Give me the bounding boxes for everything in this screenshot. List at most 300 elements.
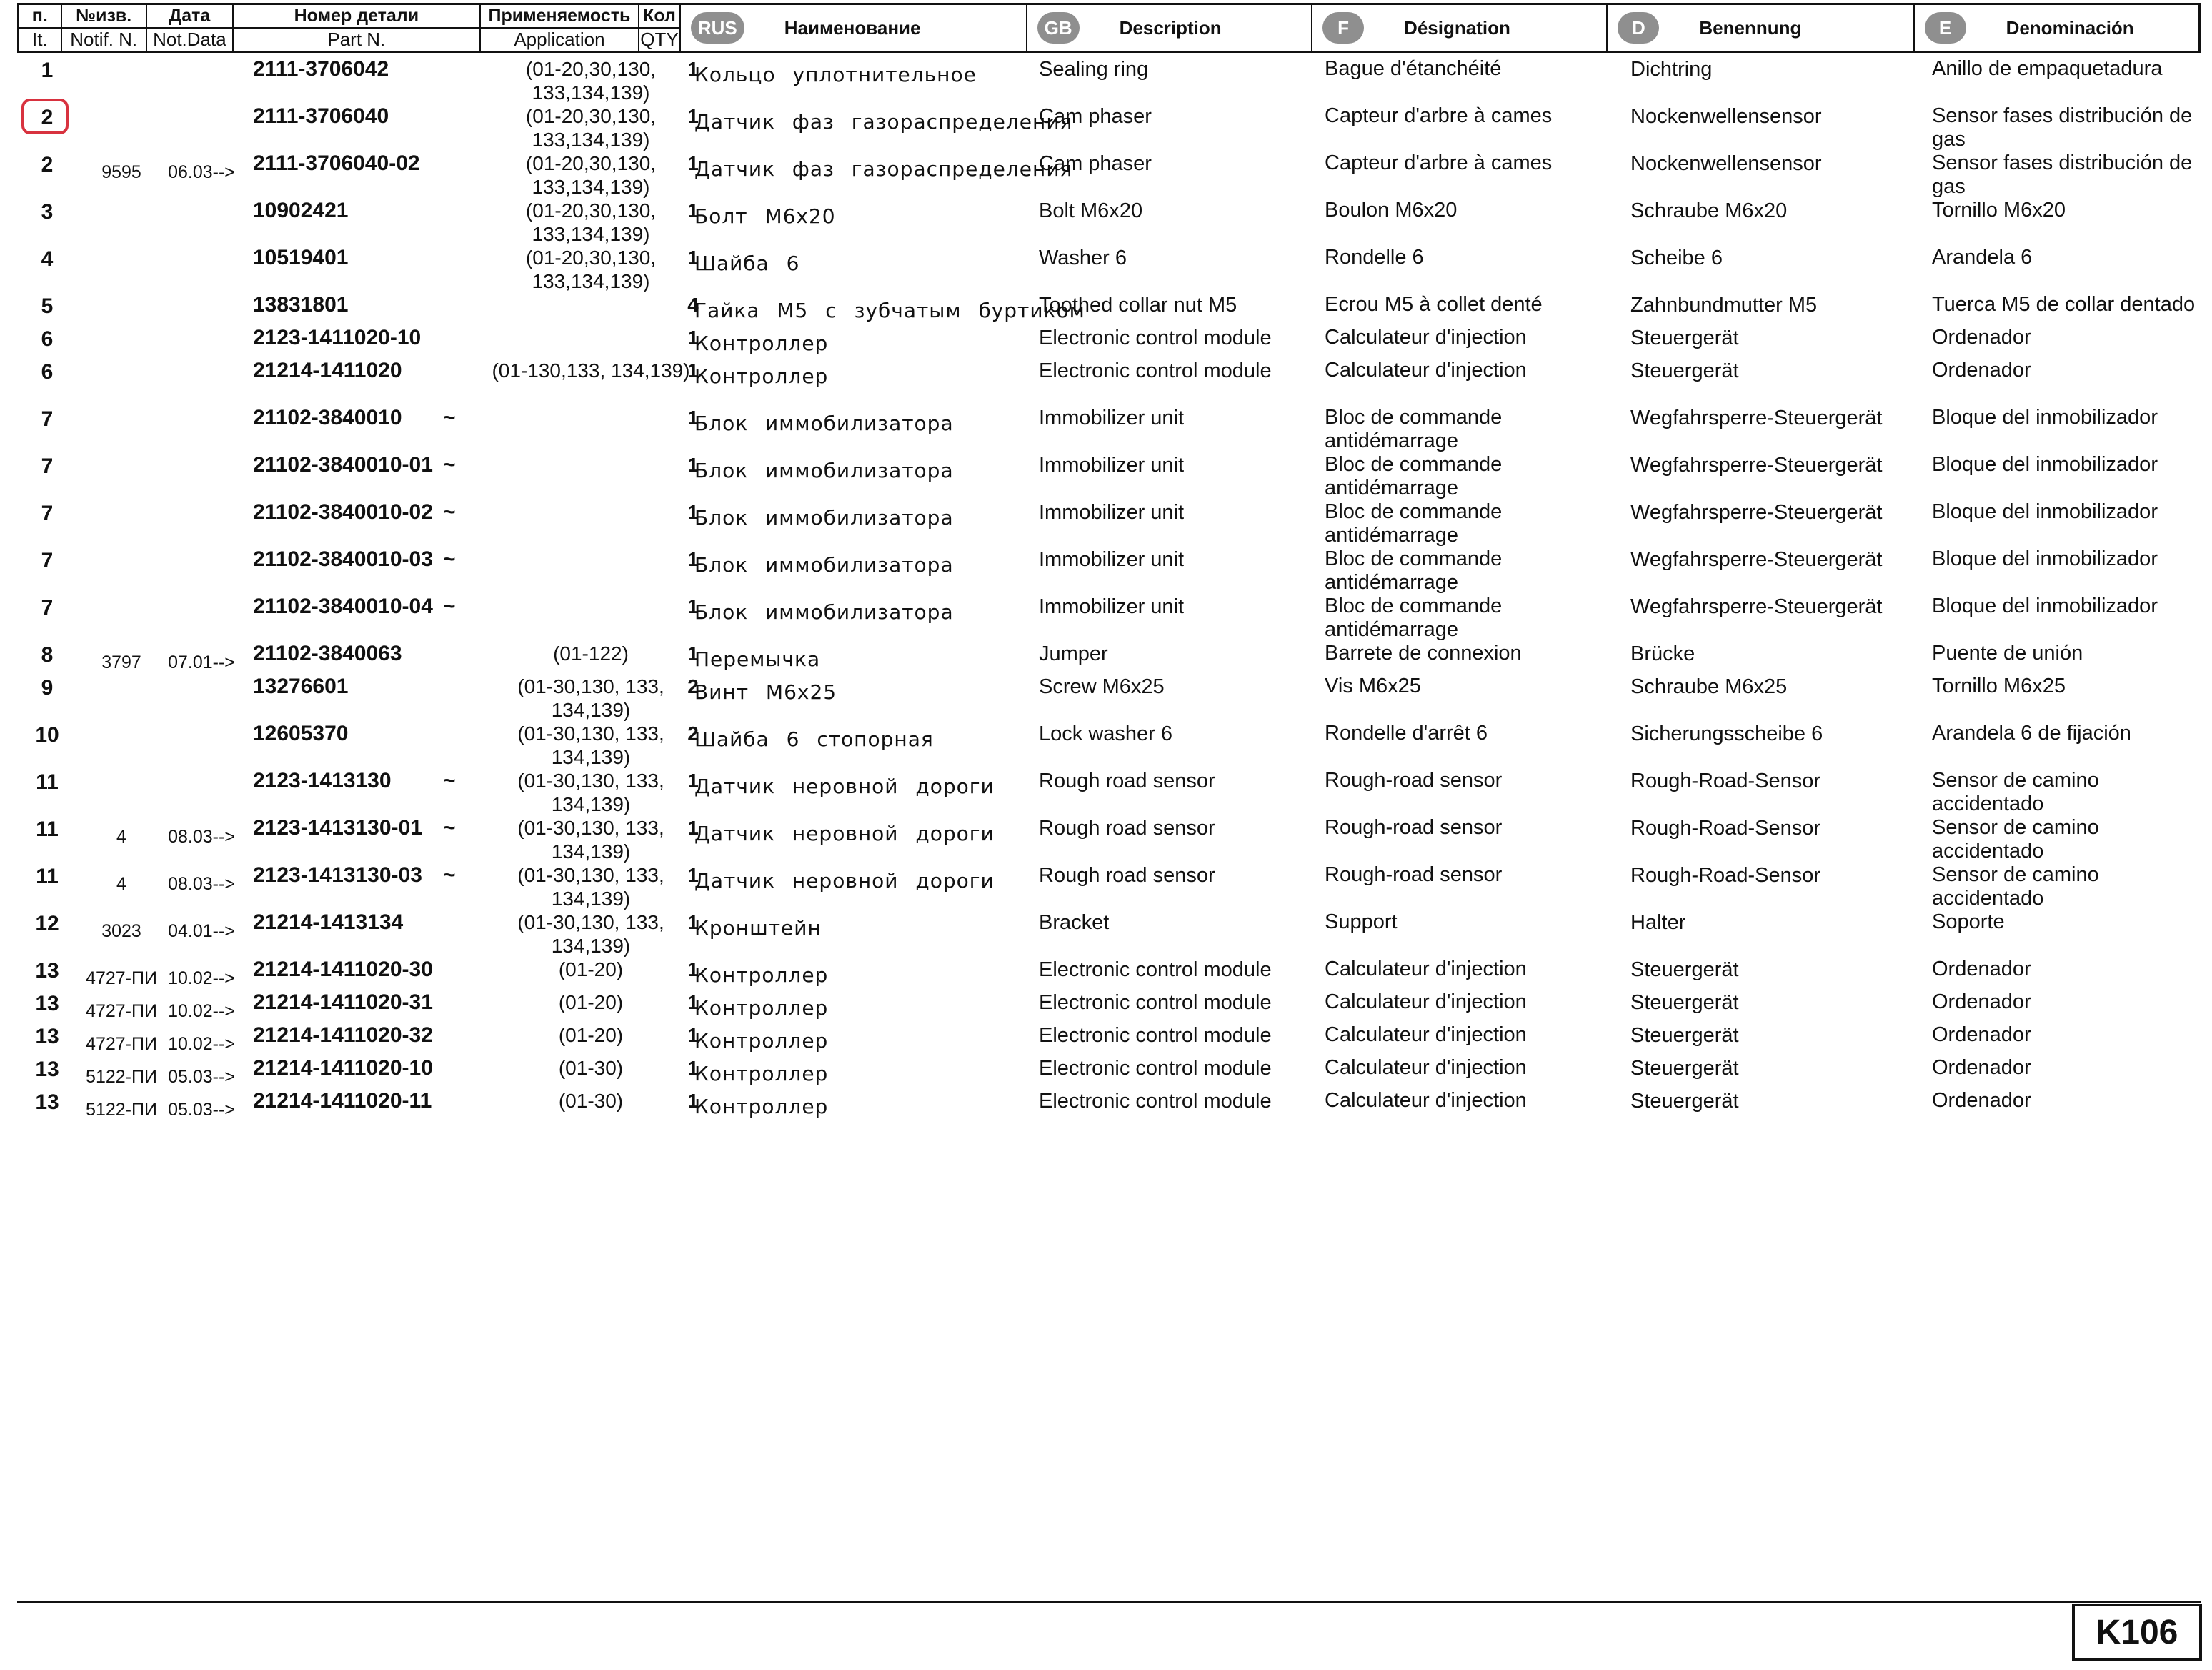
cell-name-d: Steuergerät (1630, 359, 1739, 382)
lang-badge-gb: GB (1037, 12, 1080, 44)
cell-name-rus: Винт М6х25 (694, 680, 837, 704)
cell-part-number: 10902421 (253, 199, 349, 222)
cell-name-e: Sensor fases distribución de gas (1932, 104, 2193, 151)
cell-name-rus: Контроллер (694, 1062, 829, 1085)
cell-name-f: Bloc de commande antidémarrage (1325, 500, 1503, 547)
cell-quantity: 1 (687, 595, 699, 617)
cell-name-d: Steuergerät (1630, 958, 1739, 981)
cell-name-e: Ordenador (1932, 990, 2031, 1013)
cell-name-gb: Rough road sensor (1039, 770, 1215, 792)
cell-name-d: Steuergerät (1630, 1057, 1739, 1080)
header-application-top: Применяемость (481, 5, 639, 29)
cell-notif-date: 10.02--> (168, 1001, 235, 1021)
cell-item-number: 8 (41, 643, 54, 667)
cell-name-e: Tornillo M6x20 (1932, 199, 2066, 222)
cell-part-number: 21214-1411020-10 (253, 1056, 433, 1080)
cell-name-gb: Cam phaser (1039, 105, 1152, 128)
lang-title-rus: Наименование (784, 16, 921, 39)
cell-item-number: 7 (41, 454, 54, 478)
cell-quantity: 1 (687, 1024, 699, 1046)
table-row (17, 990, 2201, 1023)
table-row (17, 863, 2201, 910)
cell-application: (01-30,130, 133, 134,139) (517, 722, 664, 768)
cell-name-e: Puente de unión (1932, 642, 2083, 665)
cell-name-rus: Датчик фаз газораспределения (694, 110, 1073, 134)
cell-item-number: 1 (41, 59, 54, 82)
cell-name-e: Bloque del inmobilizador (1932, 547, 2158, 570)
cell-name-d: Wegfahrsperre-Steuergerät (1630, 501, 1883, 524)
lang-title-e: Denominación (2006, 16, 2134, 39)
cell-quantity: 1 (687, 327, 699, 349)
cell-quantity: 1 (687, 911, 699, 933)
cell-quantity: 1 (687, 105, 699, 127)
cell-quantity: 1 (687, 454, 699, 476)
cell-name-d: Rough-Road-Sensor (1630, 770, 1820, 792)
cell-quantity: 2 (687, 722, 699, 745)
header-item-top: п. (19, 5, 61, 29)
cell-name-d: Halter (1630, 911, 1686, 934)
cell-name-f: Vis M6x25 (1325, 675, 1421, 697)
cell-item-number: 13 (35, 1025, 59, 1048)
cell-part-number: 21214-1411020-11 (253, 1089, 432, 1113)
cell-name-rus: Гайка М5 с зубчатым буртиком (694, 299, 1085, 322)
cell-part-number: 21214-1413134 (253, 910, 404, 934)
cell-item-number: 13 (35, 1090, 59, 1114)
cell-name-rus: Датчик неровной дороги (694, 822, 995, 845)
cell-quantity: 1 (687, 770, 699, 792)
lang-title-gb: Description (1119, 16, 1222, 39)
cell-name-gb: Immobilizer unit (1039, 501, 1185, 524)
cell-name-rus: Блок иммобилизатора (694, 506, 954, 530)
cell-name-rus: Шайба 6 (694, 252, 800, 275)
cell-item-number: 11 (36, 817, 59, 841)
header-qty-bottom: QTY (640, 29, 679, 50)
cell-name-f: Rough-road sensor (1325, 863, 1503, 886)
cell-part-number: 13831801 (253, 293, 349, 317)
lang-badge-e: E (1925, 12, 1966, 44)
cell-name-f: Support (1325, 910, 1398, 933)
cell-notif-number: 4727-ПИ (86, 1001, 157, 1021)
table-row (17, 910, 2201, 958)
cell-part-number: 2123-1413130-03 (253, 863, 422, 887)
table-row (17, 816, 2201, 863)
cell-name-d: Wegfahrsperre-Steuergerät (1630, 548, 1883, 571)
cell-name-d: Schraube M6x25 (1630, 675, 1788, 698)
cell-item-number: 11 (36, 865, 59, 888)
cell-name-gb: Toothed collar nut M5 (1039, 294, 1237, 317)
cell-name-rus: Болт М6х20 (694, 204, 836, 228)
cell-item-number: 5 (41, 294, 54, 318)
table-row (17, 57, 2201, 104)
lang-title-d: Benennung (1699, 16, 1802, 39)
cell-quantity: 1 (687, 359, 699, 382)
header-lang-e (1915, 5, 2198, 51)
cell-name-rus: Кронштейн (694, 916, 822, 940)
table-row (17, 722, 2201, 769)
cell-item-number: 6 (41, 327, 54, 351)
header-part-top: Номер детали (234, 5, 479, 29)
cell-name-rus: Шайба 6 стопорная (694, 727, 934, 751)
footer-divider (17, 1601, 2201, 1603)
cell-application: (01-30) (558, 1090, 624, 1112)
cell-variant-mark: ~ (443, 547, 456, 571)
cell-name-f: Calculateur d'injection (1325, 958, 1527, 980)
header-lang-rus (681, 5, 1027, 51)
cell-name-rus: Датчик фаз газораспределения (694, 157, 1073, 181)
cell-name-f: Bloc de commande antidémarrage (1325, 453, 1503, 499)
cell-variant-mark: ~ (443, 816, 456, 840)
cell-notif-number: 4 (116, 827, 126, 847)
cell-part-number: 21214-1411020-32 (253, 1023, 433, 1047)
cell-name-e: Ordenador (1932, 958, 2031, 980)
cell-notif-date: 10.02--> (168, 1034, 235, 1054)
header-notif-column (62, 5, 147, 51)
cell-name-gb: Rough road sensor (1039, 817, 1215, 840)
cell-variant-mark: ~ (443, 595, 456, 618)
cell-name-gb: Washer 6 (1039, 247, 1127, 269)
lang-badge-d: D (1618, 12, 1659, 44)
cell-name-gb: Lock washer 6 (1039, 722, 1172, 745)
cell-name-f: Rough-road sensor (1325, 769, 1503, 792)
cell-name-e: Arandela 6 (1932, 246, 2033, 269)
cell-name-d: Wegfahrsperre-Steuergerät (1630, 454, 1883, 477)
cell-name-rus: Блок иммобилизатора (694, 459, 954, 482)
cell-name-rus: Кольцо уплотнительное (694, 63, 977, 86)
cell-name-e: Bloque del inmobilizador (1932, 453, 2158, 476)
cell-notif-date: 04.01--> (168, 921, 235, 941)
cell-variant-mark: ~ (443, 500, 456, 524)
cell-application: (01-20,30,130, 133,134,139) (525, 199, 657, 245)
table-row (17, 293, 2201, 326)
table-row (17, 500, 2201, 547)
cell-quantity: 1 (687, 1057, 699, 1079)
cell-name-f: Calculateur d'injection (1325, 990, 1527, 1013)
cell-name-e: Sensor de camino accidentado (1932, 769, 2099, 815)
table-row (17, 958, 2201, 990)
cell-name-e: Sensor fases distribución de gas (1932, 151, 2193, 198)
header-qty-column (639, 5, 681, 51)
cell-item-number: 2 (41, 106, 54, 129)
page-number: K106 (2072, 1604, 2202, 1661)
table-row (17, 642, 2201, 675)
table-row (17, 151, 2201, 199)
table-row (17, 769, 2201, 816)
cell-notif-number: 4727-ПИ (86, 968, 157, 988)
cell-name-e: Tuerca M5 de collar dentado (1932, 293, 2196, 316)
table-row (17, 326, 2201, 359)
cell-name-rus: Датчик неровной дороги (694, 775, 995, 798)
cell-quantity: 2 (687, 675, 699, 697)
cell-notif-date: 05.03--> (168, 1067, 235, 1087)
cell-application: (01-30,130, 133, 134,139) (517, 864, 664, 910)
cell-variant-mark: ~ (443, 453, 456, 477)
cell-application: (01-20,30,130, 133,134,139) (525, 105, 657, 151)
cell-application: (01-20) (558, 958, 624, 980)
cell-part-number: 21102-3840010-02 (253, 500, 433, 524)
cell-part-number: 21214-1411020 (253, 359, 402, 382)
cell-name-d: Brücke (1630, 642, 1695, 665)
table-row (17, 406, 2201, 453)
cell-item-number: 4 (41, 247, 54, 271)
cell-application: (01-30,130, 133, 134,139) (517, 817, 664, 863)
cell-application: (01-20) (558, 991, 624, 1013)
cell-part-number: 2123-1411020-10 (253, 326, 422, 349)
cell-name-f: Capteur d'arbre à cames (1325, 151, 1553, 174)
cell-name-d: Steuergerät (1630, 1090, 1739, 1113)
cell-name-f: Bague d'étanchéité (1325, 57, 1502, 80)
cell-name-f: Bloc de commande antidémarrage (1325, 595, 1503, 641)
cell-name-e: Anillo de empaquetadura (1932, 57, 2163, 80)
cell-quantity: 1 (687, 407, 699, 429)
cell-name-d: Steuergerät (1630, 991, 1739, 1014)
header-notif-bottom: Notif. N. (70, 29, 138, 50)
cell-name-f: Calculateur d'injection (1325, 359, 1527, 382)
cell-part-number: 21102-3840010-01 (253, 453, 433, 477)
cell-name-rus: Контроллер (694, 364, 829, 388)
header-part-bottom: Part N. (327, 29, 386, 50)
header-lang-d (1608, 5, 1914, 51)
cell-name-rus: Перемычка (694, 647, 821, 671)
cell-name-f: Boulon M6x20 (1325, 199, 1458, 222)
cell-name-rus: Блок иммобилизатора (694, 553, 954, 577)
table-row (17, 359, 2201, 406)
header-date-column (147, 5, 234, 51)
cell-name-rus: Контроллер (694, 996, 829, 1020)
cell-item-number: 13 (35, 959, 59, 983)
cell-part-number: 21214-1411020-30 (253, 958, 433, 981)
cell-name-f: Bloc de commande antidémarrage (1325, 406, 1503, 452)
header-notif-top: №изв. (62, 5, 146, 29)
cell-part-number: 2111-3706042 (253, 57, 389, 81)
cell-name-gb: Electronic control module (1039, 1057, 1272, 1080)
cell-name-rus: Блок иммобилизатора (694, 412, 954, 435)
cell-part-number: 2111-3706040-02 (253, 151, 420, 175)
cell-name-gb: Screw M6x25 (1039, 675, 1165, 698)
cell-notif-number: 5122-ПИ (86, 1100, 157, 1120)
cell-name-e: Bloque del inmobilizador (1932, 406, 2158, 429)
table-row (17, 547, 2201, 595)
cell-notif-date: 06.03--> (168, 162, 235, 182)
cell-name-f: Rough-road sensor (1325, 816, 1503, 839)
cell-part-number: 13276601 (253, 675, 349, 698)
cell-application: (01-130,133, 134,139) (492, 359, 690, 382)
table-row (17, 595, 2201, 642)
cell-name-gb: Sealing ring (1039, 58, 1149, 81)
cell-name-rus: Контроллер (694, 963, 829, 987)
cell-part-number: 2123-1413130 (253, 769, 392, 792)
cell-quantity: 1 (687, 1090, 699, 1112)
cell-name-rus: Контроллер (694, 1095, 829, 1118)
cell-application: (01-20) (558, 1024, 624, 1046)
cell-name-e: Arandela 6 de fijación (1932, 722, 2131, 745)
cell-application: (01-30,130, 133, 134,139) (517, 911, 664, 957)
cell-application: (01-30,130, 133, 134,139) (517, 675, 664, 721)
cell-notif-number: 4727-ПИ (86, 1034, 157, 1054)
parts-table (17, 57, 2201, 1122)
cell-quantity: 1 (687, 199, 699, 222)
cell-part-number: 21214-1411020-31 (253, 990, 433, 1014)
cell-notif-number: 3023 (101, 921, 141, 941)
cell-application: (01-30,130, 133, 134,139) (517, 770, 664, 815)
cell-name-d: Wegfahrsperre-Steuergerät (1630, 407, 1883, 429)
cell-name-gb: Electronic control module (1039, 1024, 1272, 1047)
cell-name-gb: Cam phaser (1039, 152, 1152, 175)
cell-name-gb: Electronic control module (1039, 958, 1272, 981)
table-row (17, 246, 2201, 293)
cell-notif-date: 05.03--> (168, 1100, 235, 1120)
header-date-bottom: Not.Data (153, 29, 226, 50)
cell-item-number: 7 (41, 549, 54, 572)
cell-notif-date: 08.03--> (168, 874, 235, 894)
cell-item-number: 13 (35, 992, 59, 1015)
cell-part-number: 10519401 (253, 246, 349, 269)
cell-quantity: 1 (687, 548, 699, 570)
cell-name-d: Rough-Road-Sensor (1630, 864, 1820, 887)
cell-name-e: Soporte (1932, 910, 2005, 933)
cell-quantity: 1 (687, 991, 699, 1013)
header-item-column (19, 5, 62, 51)
cell-part-number: 2123-1413130-01 (253, 816, 422, 840)
cell-quantity: 1 (687, 958, 699, 980)
cell-name-d: Nockenwellensensor (1630, 105, 1822, 128)
cell-name-e: Sensor de camino accidentado (1932, 863, 2099, 910)
cell-variant-mark: ~ (443, 863, 456, 887)
cell-notif-number: 9595 (101, 162, 141, 182)
cell-name-f: Calculateur d'injection (1325, 1056, 1527, 1079)
cell-name-d: Sicherungsscheibe 6 (1630, 722, 1823, 745)
cell-quantity: 1 (687, 58, 699, 80)
cell-name-gb: Electronic control module (1039, 991, 1272, 1014)
cell-variant-mark: ~ (443, 769, 456, 792)
header-application-column (481, 5, 640, 51)
cell-quantity: 1 (687, 642, 699, 665)
header-lang-gb (1027, 5, 1312, 51)
cell-item-number: 6 (41, 360, 54, 384)
cell-name-f: Barrete de connexion (1325, 642, 1522, 665)
cell-item-number: 13 (35, 1058, 59, 1081)
lang-badge-rus: RUS (691, 12, 744, 44)
cell-name-gb: Electronic control module (1039, 327, 1272, 349)
header-qty-top: Кол (639, 5, 679, 29)
cell-name-f: Rondelle 6 (1325, 246, 1424, 269)
table-row (17, 104, 2201, 151)
cell-item-number: 2 (41, 153, 54, 177)
cell-name-d: Rough-Road-Sensor (1630, 817, 1820, 840)
cell-quantity: 1 (687, 817, 699, 839)
cell-name-gb: Immobilizer unit (1039, 595, 1185, 618)
cell-name-e: Sensor de camino accidentado (1932, 816, 2099, 863)
cell-part-number: 21102-3840010-04 (253, 595, 433, 618)
cell-part-number: 21102-3840063 (253, 642, 402, 665)
cell-notif-number: 5122-ПИ (86, 1067, 157, 1087)
cell-item-number: 3 (41, 200, 54, 224)
cell-name-d: Steuergerät (1630, 327, 1739, 349)
cell-item-number: 7 (41, 596, 54, 620)
cell-name-f: Calculateur d'injection (1325, 1023, 1527, 1046)
cell-name-gb: Electronic control module (1039, 1090, 1272, 1113)
cell-notif-date: 10.02--> (168, 968, 235, 988)
cell-notif-number: 4 (116, 874, 126, 894)
cell-name-e: Ordenador (1932, 1056, 2031, 1079)
cell-name-d: Dichtring (1630, 58, 1713, 81)
cell-quantity: 1 (687, 247, 699, 269)
cell-name-d: Wegfahrsperre-Steuergerät (1630, 595, 1883, 618)
header-lang-f (1312, 5, 1608, 51)
cell-name-e: Bloque del inmobilizador (1932, 595, 2158, 617)
cell-notif-number: 3797 (101, 652, 141, 672)
cell-name-d: Zahnbundmutter M5 (1630, 294, 1818, 317)
header-date-top: Дата (147, 5, 232, 29)
cell-name-f: Rondelle d'arrêt 6 (1325, 722, 1488, 745)
table-row (17, 1056, 2201, 1089)
cell-quantity: 1 (687, 152, 699, 174)
table-row (17, 1023, 2201, 1056)
cell-name-f: Calculateur d'injection (1325, 1089, 1527, 1112)
cell-name-gb: Immobilizer unit (1039, 407, 1185, 429)
cell-name-d: Nockenwellensensor (1630, 152, 1822, 175)
cell-application: (01-30) (558, 1057, 624, 1079)
cell-item-number: 11 (36, 770, 59, 794)
cell-name-rus: Контроллер (694, 332, 829, 355)
cell-item-number: 9 (41, 676, 54, 700)
table-row (17, 675, 2201, 722)
table-header (17, 3, 2201, 53)
cell-notif-date: 07.01--> (168, 652, 235, 672)
cell-name-gb: Bracket (1039, 911, 1110, 934)
cell-name-e: Ordenador (1932, 326, 2031, 349)
cell-name-e: Ordenador (1932, 359, 2031, 382)
cell-name-f: Capteur d'arbre à cames (1325, 104, 1553, 127)
cell-part-number: 21102-3840010-03 (253, 547, 433, 571)
cell-application: (01-122) (553, 642, 629, 665)
cell-application: (01-20,30,130, 133,134,139) (525, 58, 657, 104)
table-row (17, 453, 2201, 500)
cell-name-rus: Контроллер (694, 1029, 829, 1053)
cell-name-gb: Jumper (1039, 642, 1108, 665)
cell-part-number: 2111-3706040 (253, 104, 389, 128)
cell-quantity: 4 (687, 294, 699, 316)
cell-name-gb: Immobilizer unit (1039, 548, 1185, 571)
cell-name-gb: Rough road sensor (1039, 864, 1215, 887)
header-item-bottom: It. (31, 29, 48, 50)
cell-item-number: 12 (35, 912, 59, 935)
cell-name-rus: Блок иммобилизатора (694, 600, 954, 624)
table-row (17, 199, 2201, 246)
cell-name-e: Tornillo M6x25 (1932, 675, 2066, 697)
header-application-bottom: Application (514, 29, 605, 50)
cell-item-number: 7 (41, 502, 54, 525)
cell-name-e: Ordenador (1932, 1023, 2031, 1046)
cell-name-gb: Bolt M6x20 (1039, 199, 1143, 222)
cell-name-d: Steuergerät (1630, 1024, 1739, 1047)
table-row (17, 1089, 2201, 1122)
cell-item-number: 7 (41, 407, 54, 431)
cell-quantity: 1 (687, 864, 699, 886)
cell-variant-mark: ~ (443, 406, 456, 429)
cell-name-gb: Electronic control module (1039, 359, 1272, 382)
cell-quantity: 1 (687, 501, 699, 523)
cell-application: (01-20,30,130, 133,134,139) (525, 247, 657, 292)
cell-name-d: Schraube M6x20 (1630, 199, 1788, 222)
cell-name-f: Calculateur d'injection (1325, 326, 1527, 349)
lang-badge-f: F (1322, 12, 1364, 44)
header-part-column (234, 5, 481, 51)
cell-part-number: 12605370 (253, 722, 349, 745)
lang-title-f: Désignation (1404, 16, 1510, 39)
cell-name-f: Ecrou M5 à collet denté (1325, 293, 1543, 316)
cell-name-rus: Датчик неровной дороги (694, 869, 995, 893)
cell-application: (01-20,30,130, 133,134,139) (525, 152, 657, 198)
